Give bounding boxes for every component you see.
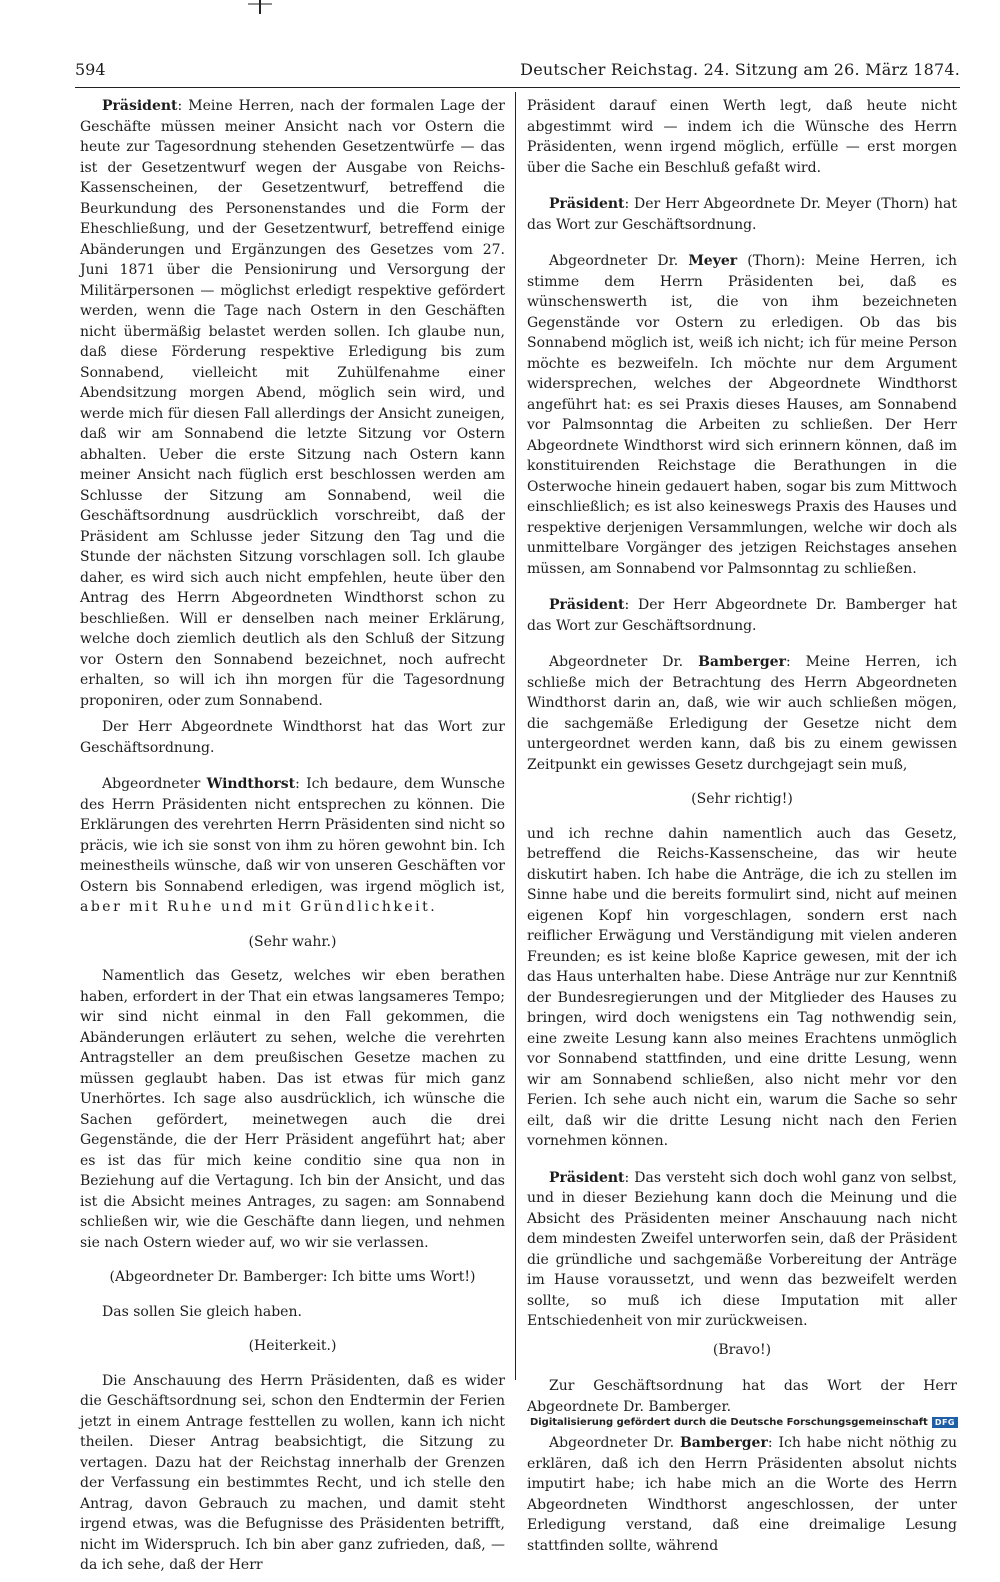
paragraph: Die Anschauung des Herrn Präsidenten, daß es wider die Geschäftsordnung sei, schon den Endtermin der Ferien jetzt in einem Antrage festtellen zu wollen, kann ich nicht theilen. Dieser Antrag beabsichtigt, die Sitzung zu vertagen. Dazu hat der Reichstag innerhalb der Grenzen der Verfassung ein bestimmtes Recht, und ich stelle den Antrag, davon Gebrauch zu machen, und damit steht irgend etwas, was die Befugnisse des Präsidenten betrifft, nicht im Widerspruch. Ich bin aber ganz zufrieden, daß, — da ich sehe, daß der Herr	[80, 1372, 505, 1573]
paragraph-text: : Der Herr Abgeordnete Dr. Meyer (Thorn) hat das Wort zur Geschäftsordnung.	[527, 196, 957, 233]
paragraph-text: : Meine Herren, ich schließe mich der Betrachtung des Herrn Abgeordneten Windthorst darin an, daß, wie wir auch schließen mögen, die sachgemäße Erledigung der Gesetze nicht dem untergeordnet werden kann, daß bis zu einem gewissen Zeitpunkt ein gewisses Gesetz durchgejagt sein muß,	[527, 654, 957, 773]
emphasized-text: aber mit Ruhe und mit Gründlichkeit.	[80, 899, 438, 915]
credit-text: Digitalisierung gefördert durch die Deutsche Forschungsgemeinschaft	[529, 1416, 928, 1428]
speaker-name: Windthorst	[206, 776, 296, 792]
paragraph: und ich rechne dahin namentlich auch das Gesetz, betreffend die Reichs-Kassenscheine, das wir heute diskutirt haben. Ich habe die Anträge, die ich zu stellen im Sinne habe und die bereits formulirt sind, nicht auf meinen eigenen Kopf hin vorgeschlagen, sondern erst nach reiflicher Erwägung und Verständigung mit vielen anderen Freunden; es ist keine bloße Kaprice gewesen, mit der ich das Haus unterhalten habe. Diese Anträge nur zur Kenntniß der Bundesregierungen und der Mitglieder des Hauses zu bringen, wird doch wenigstens ein Tag nothwendig sein, eine zweite Lesung kann also meines Erachtens unmöglich vor Sonnabend stattfinden, und eine dritte Lesung, wenn wir am Sonnabend schließen, also nicht mehr vor den Ferien. Ich sehe auch nicht ein, warum die Sache so sehr eilt, daß wir die dritte Lesung nicht nach den Ferien vornehmen können.	[527, 825, 957, 1149]
speaker-prefix: Abgeordneter Dr.	[549, 253, 689, 269]
paragraph-text: : Der Herr Abgeordnete Dr. Bamberger hat das Wort zur Geschäftsordnung.	[527, 597, 957, 634]
left-column	[80, 96, 505, 1582]
speaker-prefix: Abgeordneter	[102, 776, 207, 792]
paragraph: Der Herr Abgeordnete Windthorst hat das Wort zur Geschäftsordnung.	[80, 719, 505, 756]
speaker-name: Präsident	[549, 196, 625, 212]
paragraph: Zur Geschäftsordnung hat das Wort der Herr Abgeordnete Dr. Bamberger.	[527, 1378, 957, 1415]
paragraph: Namentlich das Gesetz, welches wir eben berathen haben, erfordert in der That ein etwas langsameres Tempo; wir sind nicht einmal in den Fall gekommen, die Abänderungen erläutert zu sehen, welche die verehrten Antragsteller an dem preußischen Gesetze machen zu müssen geglaubt haben. Das ist etwas für mich ganz Unerhörtes. Ich sage also ausdrücklich, ich wünsche die Sachen gefördert, meinetwegen auch die drei Gegenstände, die der Herr Präsident angeführt hat; aber es ist das für mich keine conditio sine qua non in Beziehung auf die Vertagung. Ich bin der Ansicht, und das ist die Absicht meines Antrages, zu sagen: am Sonnabend schließen wir, wie die Geschäfte dann liegen, und nehmen sie nach Ostern wieder auf, wo wir sie verlassen.	[80, 968, 505, 1251]
speaker-name: Bamberger	[698, 654, 786, 670]
paragraph	[527, 652, 957, 775]
speaker-name: Bamberger	[679, 1435, 768, 1451]
paragraph	[80, 774, 505, 918]
column-divider	[515, 92, 516, 1380]
interjection: (Abgeordneter Dr. Bamberger: Ich bitte ums Wort!)	[109, 1269, 476, 1285]
paragraph	[527, 1433, 957, 1556]
speaker-name: Meyer	[688, 253, 738, 269]
paragraph: Präsident darauf einen Werth legt, daß heute nicht abgestimmt wird — indem ich die Wünsche des Herrn Präsidenten, wenn irgend möglich, erfülle — erst morgen über die Sache ein Beschluß gefaßt wird.	[527, 98, 957, 176]
speaker-name: Präsident	[549, 597, 625, 613]
paragraph-text: : Ich bedaure, dem Wunsche des Herrn Präsidenten nicht entsprechen zu können. Die Erklärungen des verehrten Herrn Präsidenten sind nicht so präcis, wie ich sie sonst von ihm zu hören gewohnt bin. Ich meinestheils wünsche, daß wir von unseren Geschäften vor Ostern bis Sonnabend erledigen, was irgend möglich ist,	[80, 776, 505, 895]
interjection: (Sehr wahr.)	[248, 933, 337, 950]
paragraph	[527, 595, 957, 636]
paragraph-text: : Meine Herren, nach der formalen Lage der Geschäfte müssen meiner Ansicht nach vor Ostern die heute zur Tagesordnung stehenden Gesetzentwürfe — das ist der Gesetzentwurf wegen der Ausgabe von Reichs-Kassenscheinen, der Gesetzentwurf, betreffend die Beurkundung des Personenstandes und die Form der Eheschließung, und der Gesetzentwurf, betreffend einige Abänderungen und Ergänzungen des Gesetzes vom 27. Juni 1871 über die Pensionirung und Versorgung der Militärpersonen — möglichst erledigt respektive gefördert werden, wenn die Tage nach Ostern in den Geschäften nicht übermäßig belastet werden sollen. Ich glaube nun, daß diese Förderung respektive Erledigung bis zum Sonnabend, vielleicht mit Zuhülfenahme einer Abendsitzung morgen Abend, möglich sein wird, und werde mich für diesen Fall allerdings der Ansicht zuneigen, daß wir am Sonnabend die letzte Sitzung vor Ostern abhalten. Ueber die erste Sitzung nach Ostern kann meiner Ansicht nach füglich erst beschlossen werden am Schlusse der Sitzung am Sonnabend, weil die Geschäftsordnung ausdrücklich vorschreibt, daß der Präsident am Schlusse jeder Sitzung den Tag und die Stunde der nächsten Sitzung vorschlagen soll. Ich glaube daher, es wird sich auch nicht empfehlen, heute über den Antrag des Herrn Abgeordneten Windthorst schon zu beschließen. Will er denselben nach meiner Erklärung, welche doch ziemlich deutlich als den Schluß der Sitzung vor Ostern den Sonnabend bezeichnet, noch aufrecht erhalten, so will ich ihn morgen für die Tagesordnung proponiren, oder zum Sonnabend.	[80, 98, 505, 709]
speaker-prefix: Abgeordneter Dr.	[549, 1435, 680, 1451]
interjection: (Bravo!)	[712, 1341, 772, 1358]
speaker-name: Präsident	[549, 1169, 625, 1186]
speaker-name: Präsident	[102, 98, 178, 114]
paragraph	[80, 96, 505, 711]
dfg-logo: DFG	[932, 1417, 958, 1428]
paragraph	[527, 194, 957, 235]
paragraph	[527, 1168, 957, 1332]
paragraph	[527, 251, 957, 579]
page-number: 594	[75, 60, 106, 79]
running-head: Deutscher Reichstag. 24. Sitzung am 26. März 1874.	[520, 60, 960, 79]
paragraph: Das sollen Sie gleich haben.	[102, 1303, 302, 1320]
page-header	[75, 60, 960, 84]
paragraph-text: : Das versteht sich doch wohl ganz von selbst, und in dieser Beziehung kann doch die Meinung und die Absicht des Präsidenten meiner Anschauung nach nicht dem mindesten Zweifel unterworfen sein, daß der Präsident die gründliche und sachgemäße Vorbereitung der Anträge im Hause voraussetzt, und wenn das bezweifelt werden sollte, so muß ich diese Imputation mit aller Entschiedenheit von mir zurückweisen.	[527, 1169, 957, 1329]
paragraph-text: (Thorn): Meine Herren, ich stimme dem Herrn Präsidenten bei, daß es wünschenswerth ist, die von ihm bezeichneten Gegenstände vor Ostern zu erledigen. Ob das bis Sonnabend möglich ist, weiß ich nicht; ich für meine Person möchte es bezweifeln. Ich möchte nur dem Argument widersprechen, welches der Abgeordnete Windthorst angeführt hat: es sei Praxis dieses Hauses, am Sonnabend vor Palmsonntag die Arbeiten zu schließen. Der Herr Abgeordnete Windthorst wird sich erinnern können, daß im konstituirenden Reichstage die Berathungen in die Osterwoche hinein gedauert haben, sogar bis zum Mittwoch einschließlich; es ist also keineswegs Praxis des Hauses und respektive derjenigen Versammlungen, welche wir doch als unmittelbare Vorgänger des jetzigen Reichstages ansehen müssen, am Sonnabend vor Palmsonntag zu schließen.	[527, 253, 957, 577]
digitization-credit	[530, 1414, 958, 1430]
interjection: (Sehr richtig!)	[691, 791, 793, 807]
interjection: (Heiterkeit.)	[248, 1338, 337, 1354]
paragraph-text: : Ich habe nicht nöthig zu erklären, daß ich den Herrn Präsidenten absolut nichts imputirt habe; ich habe mich an die Worte des Herrn Abgeordneten Windthorst angeschlossen, der unter Erledigung verstand, daß eine dreimalige Lesung stattfinden sollte, während	[527, 1435, 957, 1554]
header-rule	[75, 87, 960, 88]
speaker-prefix: Abgeordneter Dr.	[549, 654, 699, 670]
scan-mark	[240, 0, 280, 14]
right-column	[527, 96, 957, 1562]
